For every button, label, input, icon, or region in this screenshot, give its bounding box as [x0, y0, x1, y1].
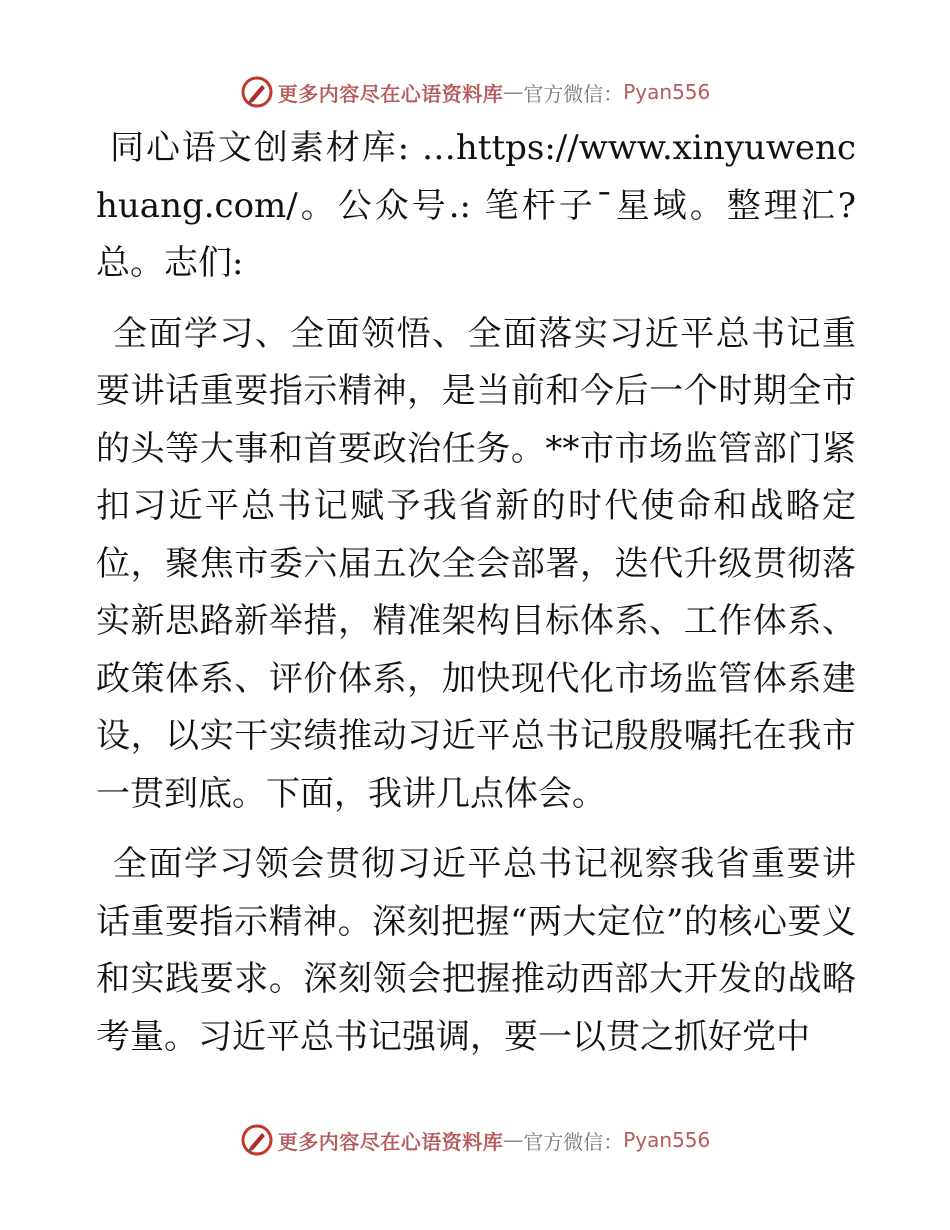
footer-wechat-id: Pyan556	[623, 1128, 711, 1152]
header-separator: —	[503, 80, 524, 104]
pen-seal-logo-icon	[240, 75, 274, 109]
header-wechat-id: Pyan556	[623, 80, 711, 104]
header-promo-text: 更多内容尽在心语资料库	[277, 81, 504, 106]
header-wechat-label: 官方微信：	[523, 81, 624, 106]
paragraph-section-one: 全面学习领会贯彻习近平总书记视察我省重要讲话重要指示精神。深刻把握“两大定位”的核心要义和实践要求。深刻领会把握推动西部大开发的战略考量。习近平总书记强调，要一以贯之抓好党中	[96, 844, 856, 1057]
paragraph-source-note: 同心语文创素材库: …https://www.xinyuwenchuang.com/。公众号.: 笔杆子¯星域。整理汇?总。志们:	[96, 128, 856, 283]
footer-watermark-banner	[0, 1120, 950, 1160]
footer-wechat-label: 官方微信：	[523, 1129, 624, 1154]
paragraph-intro: 全面学习、全面领悟、全面落实习近平总书记重要讲话重要指示精神，是当前和今后一个时期全市的头等大事和首要政治任务。**市市场监管部门紧扣习近平总书记赋予我省新的时代使命和战略定位，聚焦市委六届五次全会部署，迭代升级贯彻落实新思路新举措，精准架构目标体系、工作体系、政策体系、评价体系，加快现代化市场监管体系建设，以实干实绩推动习近平总书记殷殷嘱托在我市一贯到底。下面，我讲几点体会。	[96, 313, 856, 814]
footer-separator: —	[503, 1128, 524, 1152]
pen-seal-logo-icon	[240, 1123, 274, 1157]
document-body	[96, 120, 856, 1079]
header-watermark-banner	[0, 72, 950, 112]
footer-promo-text: 更多内容尽在心语资料库	[277, 1129, 504, 1154]
